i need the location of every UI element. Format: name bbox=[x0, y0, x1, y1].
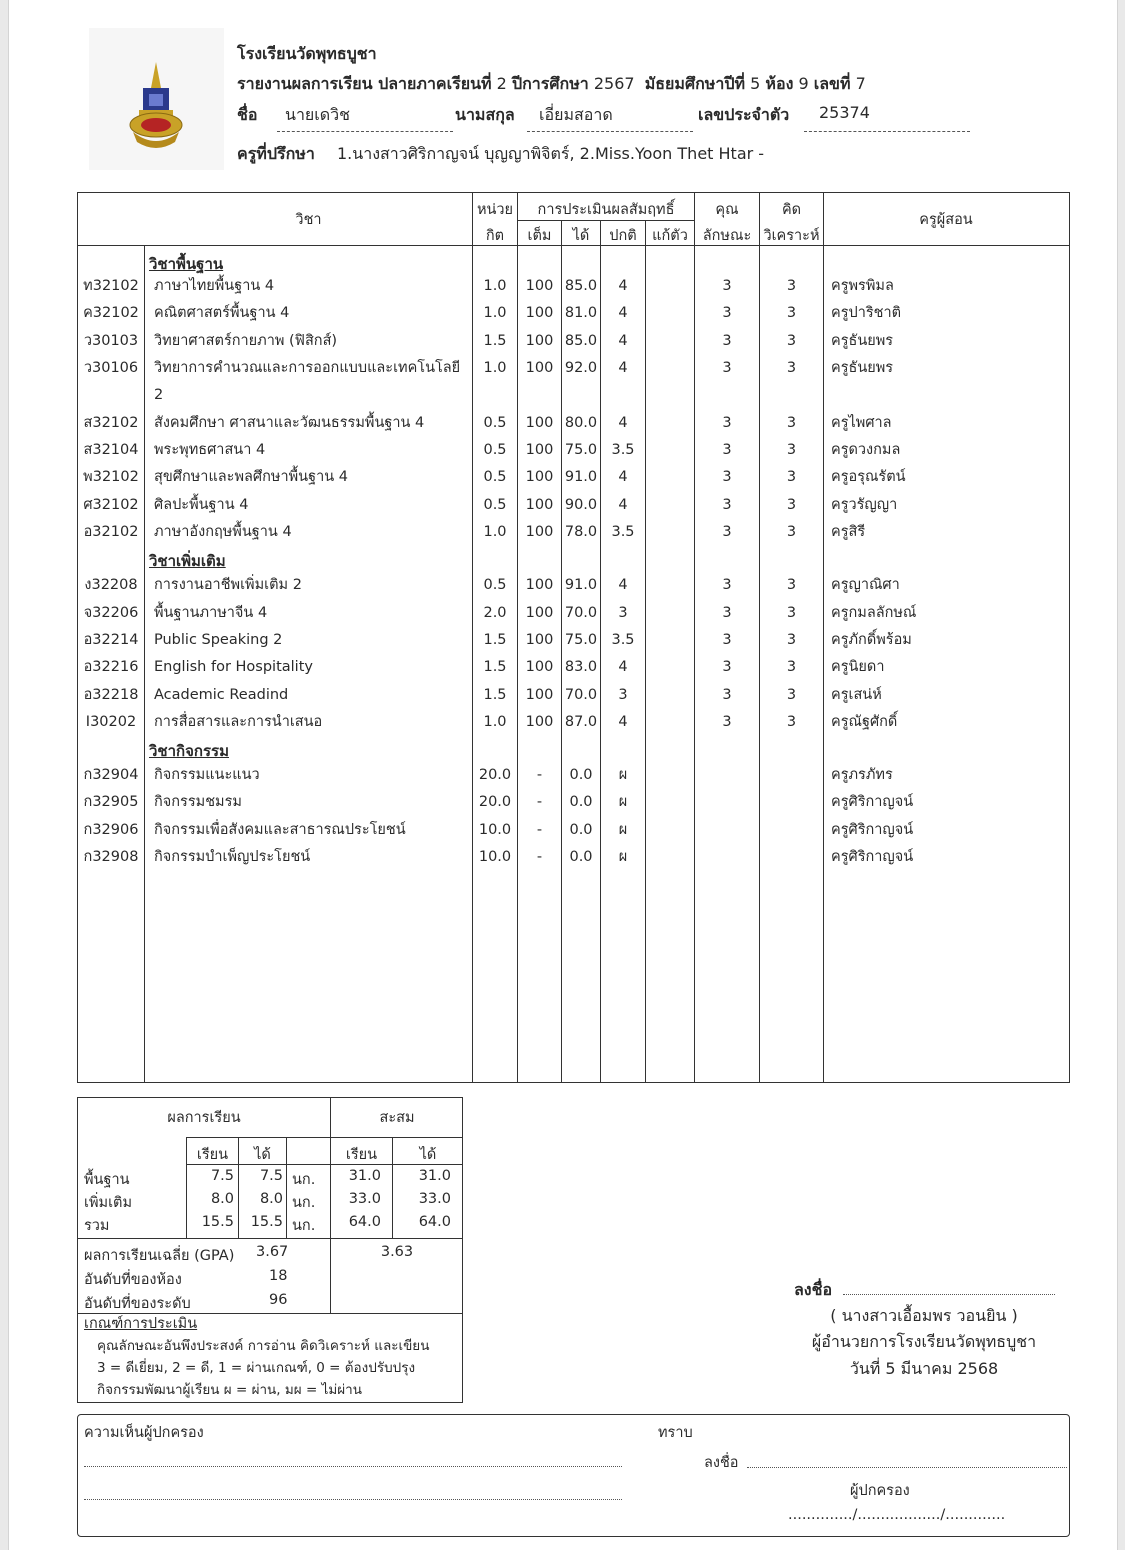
cell-got: 0.0 bbox=[569, 822, 593, 838]
cell-unit: 1.5 bbox=[483, 333, 507, 349]
room-label: ห้อง bbox=[765, 74, 794, 93]
cell-code: อ32214 bbox=[83, 632, 139, 648]
cell-teacher: ครูกมลลักษณ์ bbox=[831, 605, 917, 621]
header-subject: วิชา bbox=[295, 212, 322, 228]
cell-char: 3 bbox=[722, 605, 732, 621]
class-rank-value: 18 bbox=[269, 1268, 288, 1284]
summary-acc-learn: 31.0 bbox=[348, 1168, 381, 1184]
summary-got: 7.5 bbox=[259, 1168, 283, 1184]
header-think-2: วิเคราะห์ bbox=[763, 228, 820, 244]
cell-grade: 3.5 bbox=[611, 442, 635, 458]
cell-char: 3 bbox=[722, 333, 732, 349]
cell-subject: สังคมศึกษา ศาสนาและวัฒนธรรมพื้นฐาน 4 bbox=[154, 415, 425, 431]
cell-subject: คณิตศาสตร์พื้นฐาน 4 bbox=[154, 305, 290, 321]
cell-teacher: ครูศิริกาญจน์ bbox=[831, 822, 914, 838]
cell-code: I30202 bbox=[85, 714, 137, 730]
year-label: ปีการศึกษา bbox=[511, 74, 589, 93]
cell-grade: 4 bbox=[618, 360, 628, 376]
cell-full: 100 bbox=[525, 469, 554, 485]
cell-grade: 4 bbox=[618, 333, 628, 349]
summary-row-label: เพิ่มเติม bbox=[84, 1195, 133, 1211]
cell-got: 91.0 bbox=[564, 577, 598, 593]
cell-subject: ภาษาอังกฤษพื้นฐาน 4 bbox=[154, 524, 292, 540]
summary-acc-got: 64.0 bbox=[418, 1214, 451, 1230]
summary-accum-label: สะสม bbox=[379, 1110, 415, 1126]
cell-got: 78.0 bbox=[564, 524, 598, 540]
level-rank-value: 96 bbox=[269, 1292, 288, 1308]
cell-full: 100 bbox=[525, 577, 554, 593]
cell-full: 100 bbox=[525, 360, 554, 376]
cell-full: - bbox=[536, 767, 543, 783]
cell-full: 100 bbox=[525, 659, 554, 675]
col-divider-code bbox=[144, 245, 145, 1082]
cell-code: ศ32102 bbox=[83, 497, 139, 513]
header-got: ได้ bbox=[572, 228, 590, 244]
cell-grade: 4 bbox=[618, 278, 628, 294]
criteria-line-2: 3 = ดีเยี่ยม, 2 = ดี, 1 = ผ่านเกณฑ์, 0 = ต้องปรับปรุง bbox=[97, 1360, 416, 1376]
cell-think: 3 bbox=[786, 415, 797, 431]
cell-grade: ผ bbox=[618, 794, 628, 810]
cell-full: 100 bbox=[525, 714, 554, 730]
cell-subject: วิทยาศาสตร์กายภาพ (ฟิสิกส์) bbox=[154, 333, 338, 349]
student-name: นายเดวิช bbox=[285, 105, 350, 124]
student-id: 25374 bbox=[819, 103, 870, 122]
cell-unit: 1.5 bbox=[483, 659, 507, 675]
cell-subject: การสื่อสารและการนำเสนอ bbox=[154, 714, 323, 730]
cell-code: อ32218 bbox=[83, 687, 139, 703]
cell-subject-continued: 2 bbox=[154, 387, 164, 403]
grade-label: มัธยมศึกษาปีที่ bbox=[644, 74, 746, 93]
summary-unit: นก. bbox=[292, 1172, 316, 1188]
cell-think: 3 bbox=[786, 659, 797, 675]
summary-got-header: ได้ bbox=[254, 1147, 271, 1163]
cell-unit: 1.5 bbox=[483, 687, 507, 703]
cell-unit: 1.0 bbox=[483, 714, 507, 730]
cell-subject: วิทยาการคำนวณและการออกแบบและเทคโนโลยี bbox=[154, 360, 461, 376]
summary-acc-got: 31.0 bbox=[418, 1168, 451, 1184]
gpa-value: 3.67 bbox=[256, 1244, 289, 1260]
cell-code: ก32905 bbox=[83, 794, 139, 810]
cell-code: ค32102 bbox=[83, 305, 139, 321]
cell-got: 0.0 bbox=[569, 849, 593, 865]
cell-teacher: ครูธันยพร bbox=[831, 333, 894, 349]
cell-got: 83.0 bbox=[564, 659, 598, 675]
school-name: โรงเรียนวัดพุทธบูชา bbox=[237, 44, 377, 63]
summary-learn: 7.5 bbox=[210, 1168, 234, 1184]
header-char-1: คุณ bbox=[715, 202, 739, 218]
cell-think: 3 bbox=[786, 687, 797, 703]
cell-char: 3 bbox=[722, 687, 732, 703]
summary-learn: 8.0 bbox=[210, 1191, 234, 1207]
cell-char: 3 bbox=[722, 497, 732, 513]
cell-think: 3 bbox=[786, 524, 797, 540]
cell-grade: 3 bbox=[618, 605, 628, 621]
parent-comment-line-2[interactable] bbox=[84, 1499, 622, 1500]
cell-think: 3 bbox=[786, 605, 797, 621]
cell-grade: 4 bbox=[618, 577, 628, 593]
cell-teacher: ครูสิรี bbox=[831, 524, 866, 540]
gpa-accum-value: 3.63 bbox=[380, 1244, 414, 1260]
cell-char: 3 bbox=[722, 632, 732, 648]
cell-unit: 0.5 bbox=[483, 442, 507, 458]
cell-full: 100 bbox=[525, 442, 554, 458]
cell-got: 92.0 bbox=[564, 360, 598, 376]
cell-unit: 1.0 bbox=[483, 360, 507, 376]
cell-char: 3 bbox=[722, 659, 732, 675]
header-unit-2: กิต bbox=[485, 228, 505, 244]
surname-underline bbox=[527, 131, 693, 132]
cell-subject: English for Hospitality bbox=[154, 659, 313, 675]
section-title-activity: วิชากิจกรรม bbox=[149, 742, 229, 760]
gpa-label: ผลการเรียนเฉลี่ย (GPA) bbox=[84, 1248, 235, 1264]
header-assessment: การประเมินผลสัมฤทธิ์ bbox=[537, 202, 675, 218]
cell-full: - bbox=[536, 849, 543, 865]
cell-teacher: ครูอรุณรัตน์ bbox=[831, 469, 906, 485]
grade-value: 5 bbox=[750, 74, 761, 93]
cell-unit: 1.0 bbox=[483, 278, 507, 294]
cell-think: 3 bbox=[786, 305, 797, 321]
cell-teacher: ครูณัฐศักดิ์ bbox=[831, 714, 898, 730]
parent-sign-line[interactable] bbox=[747, 1467, 1067, 1468]
cell-grade: 4 bbox=[618, 305, 628, 321]
criteria-line-3: กิจกรรมพัฒนาผู้เรียน ผ = ผ่าน, มผ = ไม่ผ่าน bbox=[97, 1382, 362, 1398]
cell-grade: ผ bbox=[618, 767, 628, 783]
cell-think: 3 bbox=[786, 632, 797, 648]
cell-got: 0.0 bbox=[569, 794, 593, 810]
summary-acc-learn: 33.0 bbox=[348, 1191, 381, 1207]
cell-think: 3 bbox=[786, 577, 797, 593]
cell-char: 3 bbox=[722, 469, 732, 485]
cell-subject: กิจกรรมชมรม bbox=[154, 794, 242, 810]
cell-char: 3 bbox=[722, 714, 732, 730]
summary-gpa-line bbox=[77, 1238, 463, 1239]
summary-got: 8.0 bbox=[259, 1191, 283, 1207]
summary-unit: นก. bbox=[292, 1218, 316, 1234]
cell-unit: 1.0 bbox=[483, 305, 507, 321]
cell-code: จ32206 bbox=[83, 605, 139, 621]
school-emblem-icon bbox=[89, 28, 224, 170]
cell-char: 3 bbox=[722, 360, 732, 376]
cell-subject: สุขศึกษาและพลศึกษาพื้นฐาน 4 bbox=[154, 469, 348, 485]
report-page bbox=[8, 0, 1118, 1550]
cell-grade: ผ bbox=[618, 822, 628, 838]
cell-think: 3 bbox=[786, 714, 797, 730]
cell-think: 3 bbox=[786, 333, 797, 349]
name-underline bbox=[277, 131, 453, 132]
cell-subject: การงานอาชีพเพิ่มเติม 2 bbox=[154, 577, 302, 593]
summary-header-line bbox=[186, 1137, 463, 1138]
report-prefix: รายงานผลการเรียน ปลายภาคเรียนที่ bbox=[237, 74, 492, 93]
section-title-basic: วิชาพื้นฐาน bbox=[149, 255, 224, 273]
summary-learn-header: เรียน bbox=[196, 1147, 229, 1163]
cell-teacher: ครูภักดิ์พร้อม bbox=[831, 632, 912, 648]
cell-got: 85.0 bbox=[564, 333, 598, 349]
cell-unit: 1.5 bbox=[483, 632, 507, 648]
header-unit-1: หน่วย bbox=[476, 202, 514, 218]
summary-acc-got-header: ได้ bbox=[419, 1147, 437, 1163]
parent-sign-label: ลงชื่อ bbox=[704, 1455, 739, 1471]
advisor-label: ครูที่ปรึกษา bbox=[237, 144, 315, 163]
summary-col-divider-3 bbox=[286, 1137, 287, 1238]
cell-code: ง32208 bbox=[84, 577, 138, 593]
parent-comment-line-1[interactable] bbox=[84, 1466, 622, 1467]
cell-grade: 3.5 bbox=[611, 632, 635, 648]
cell-full: 100 bbox=[525, 632, 554, 648]
cell-full: 100 bbox=[525, 278, 554, 294]
summary-got: 15.5 bbox=[250, 1214, 283, 1230]
cell-code: อ32102 bbox=[83, 524, 139, 540]
cell-teacher: ครูเสน่ห์ bbox=[831, 687, 882, 703]
cell-got: 87.0 bbox=[564, 714, 598, 730]
cell-subject: Academic Readind bbox=[154, 687, 289, 703]
cell-code: ว30103 bbox=[83, 333, 139, 349]
cell-think: 3 bbox=[786, 360, 797, 376]
cell-got: 81.0 bbox=[564, 305, 598, 321]
cell-subject: ศิลปะพื้นฐาน 4 bbox=[154, 497, 249, 513]
surname-label: นามสกุล bbox=[455, 105, 515, 124]
cell-code: ก32906 bbox=[83, 822, 139, 838]
cell-think: 3 bbox=[786, 497, 797, 513]
cell-teacher: ครูศิริกาญจน์ bbox=[831, 849, 914, 865]
summary-row-label: รวม bbox=[84, 1218, 110, 1234]
cell-full: 100 bbox=[525, 687, 554, 703]
cell-unit: 2.0 bbox=[483, 605, 507, 621]
cell-unit: 20.0 bbox=[478, 767, 512, 783]
cell-full: - bbox=[536, 794, 543, 810]
cell-teacher: ครูไพศาล bbox=[831, 415, 892, 431]
cell-full: - bbox=[536, 822, 543, 838]
cell-subject: กิจกรรมแนะแนว bbox=[154, 767, 260, 783]
term-value: 2 bbox=[496, 74, 507, 93]
cell-char: 3 bbox=[722, 278, 732, 294]
school-logo bbox=[89, 28, 224, 170]
level-rank-label: อันดับที่ของระดับ bbox=[84, 1296, 191, 1312]
summary-learn: 15.5 bbox=[201, 1214, 234, 1230]
cell-grade: 4 bbox=[618, 415, 628, 431]
cell-teacher: ครูปาริชาติ bbox=[831, 305, 902, 321]
class-rank-label: อันดับที่ของห้อง bbox=[84, 1272, 182, 1288]
cell-grade: ผ bbox=[618, 849, 628, 865]
cell-got: 91.0 bbox=[564, 469, 598, 485]
cell-code: พ32102 bbox=[83, 469, 139, 485]
cell-grade: 3.5 bbox=[611, 524, 635, 540]
header-char-2: ลักษณะ bbox=[702, 228, 752, 244]
cell-got: 70.0 bbox=[564, 605, 598, 621]
cell-full: 100 bbox=[525, 605, 554, 621]
parent-date-blank[interactable]: ............../................../............. bbox=[788, 1507, 1006, 1523]
student-surname: เอี่ยมสอาด bbox=[539, 105, 613, 124]
cell-char: 3 bbox=[722, 415, 732, 431]
summary-acc-learn: 64.0 bbox=[348, 1214, 381, 1230]
cell-unit: 10.0 bbox=[478, 822, 512, 838]
cell-got: 75.0 bbox=[564, 632, 598, 648]
criteria-title: เกณฑ์การประเมิน bbox=[84, 1316, 198, 1332]
year-value: 2567 bbox=[593, 74, 635, 93]
parent-ack-label: ทราบ bbox=[658, 1425, 693, 1441]
cell-got: 85.0 bbox=[564, 278, 598, 294]
parent-role: ผู้ปกครอง bbox=[850, 1483, 910, 1499]
name-label: ชื่อ bbox=[237, 105, 258, 124]
cell-full: 100 bbox=[525, 524, 554, 540]
cell-subject: พระพุทธศาสนา 4 bbox=[154, 442, 266, 458]
cell-teacher: ครูศิริกาญจน์ bbox=[831, 794, 914, 810]
summary-acc-learn-header: เรียน bbox=[345, 1147, 378, 1163]
id-label: เลขประจำตัว bbox=[698, 105, 790, 124]
cell-code: ว30106 bbox=[83, 360, 139, 376]
parent-comment-label: ความเห็นผู้ปกครอง bbox=[84, 1425, 204, 1441]
cell-char: 3 bbox=[722, 524, 732, 540]
cell-char: 3 bbox=[722, 577, 732, 593]
cell-think: 3 bbox=[786, 442, 797, 458]
cell-teacher: ครูวรัญญา bbox=[831, 497, 898, 513]
cell-code: ส32104 bbox=[83, 442, 139, 458]
cell-teacher: ครูพรพิมล bbox=[831, 278, 894, 294]
col-divider-normal bbox=[645, 220, 646, 1082]
cell-got: 0.0 bbox=[569, 767, 593, 783]
cell-unit: 10.0 bbox=[478, 849, 512, 865]
cell-full: 100 bbox=[525, 497, 554, 513]
summary-unit: นก. bbox=[292, 1195, 316, 1211]
director-sign-date: วันที่ 5 มีนาคม 2568 bbox=[849, 1359, 999, 1378]
criteria-line-1: คุณลักษณะอันพึงประสงค์ การอ่าน คิดวิเคราะห์ และเขียน bbox=[97, 1338, 430, 1354]
cell-got: 70.0 bbox=[564, 687, 598, 703]
cell-subject: ภาษาไทยพื้นฐาน 4 bbox=[154, 278, 275, 294]
cell-unit: 0.5 bbox=[483, 497, 507, 513]
report-title bbox=[237, 72, 866, 97]
summary-row-label: พื้นฐาน bbox=[84, 1172, 130, 1188]
cell-subject: กิจกรรมบำเพ็ญประโยชน์ bbox=[154, 849, 311, 865]
cell-code: ก32904 bbox=[83, 767, 139, 783]
cell-grade: 4 bbox=[618, 469, 628, 485]
cell-grade: 4 bbox=[618, 659, 628, 675]
header-think-1: คิด bbox=[781, 202, 802, 218]
cell-got: 80.0 bbox=[564, 415, 598, 431]
cell-unit: 0.5 bbox=[483, 469, 507, 485]
cell-teacher: ครูญาณิศา bbox=[831, 577, 900, 593]
cell-teacher: ครูธันยพร bbox=[831, 360, 894, 376]
col-divider-think bbox=[823, 192, 824, 1082]
cell-subject: Public Speaking 2 bbox=[154, 632, 283, 648]
cell-full: 100 bbox=[525, 305, 554, 321]
cell-code: ส32102 bbox=[83, 415, 139, 431]
cell-code: ท32102 bbox=[83, 278, 139, 294]
cell-teacher: ครูดวงกมล bbox=[831, 442, 901, 458]
room-value: 9 bbox=[798, 74, 809, 93]
cell-full: 100 bbox=[525, 415, 554, 431]
cell-unit: 1.0 bbox=[483, 524, 507, 540]
cell-teacher: ครูภรภัทร bbox=[831, 767, 893, 783]
cell-code: อ32216 bbox=[83, 659, 139, 675]
cell-grade: 3 bbox=[618, 687, 628, 703]
header-normal: ปกติ bbox=[609, 228, 637, 244]
cell-think: 3 bbox=[786, 278, 797, 294]
cell-grade: 4 bbox=[618, 497, 628, 513]
cell-char: 3 bbox=[722, 305, 732, 321]
director-position: ผู้อำนวยการโรงเรียนวัดพุทธบูชา bbox=[811, 1332, 1037, 1351]
director-sign-label: ลงชื่อ bbox=[794, 1280, 833, 1299]
header-teacher: ครูผู้สอน bbox=[919, 212, 973, 228]
cell-unit: 0.5 bbox=[483, 415, 507, 431]
cell-grade: 4 bbox=[618, 714, 628, 730]
cell-subject: พื้นฐานภาษาจีน 4 bbox=[154, 605, 268, 621]
header-retest: แก้ตัว bbox=[652, 228, 688, 244]
cell-got: 90.0 bbox=[564, 497, 598, 513]
id-underline bbox=[804, 131, 970, 132]
advisor-names: 1.นางสาวศิริกาญจน์ บุญญาพิจิตร์, 2.Miss.Yoon Thet Htar - bbox=[337, 144, 765, 163]
section-title-additional: วิชาเพิ่มเติม bbox=[149, 552, 226, 570]
summary-acc-got: 33.0 bbox=[418, 1191, 451, 1207]
director-sign-line bbox=[843, 1294, 1055, 1295]
cell-got: 75.0 bbox=[564, 442, 598, 458]
cell-code: ก32908 bbox=[83, 849, 139, 865]
cell-subject: กิจกรรมเพื่อสังคมและสาธารณประโยชน์ bbox=[154, 822, 406, 838]
cell-teacher: ครูนิยดา bbox=[831, 659, 885, 675]
cell-think: 3 bbox=[786, 469, 797, 485]
no-value: 7 bbox=[855, 74, 866, 93]
cell-unit: 0.5 bbox=[483, 577, 507, 593]
no-label: เลขที่ bbox=[813, 74, 851, 93]
cell-full: 100 bbox=[525, 333, 554, 349]
cell-unit: 20.0 bbox=[478, 794, 512, 810]
director-name: ( นางสาวเอื้อมพร วอนยิน ) bbox=[830, 1306, 1018, 1325]
header-full: เต็ม bbox=[527, 228, 552, 244]
summary-result-label: ผลการเรียน bbox=[167, 1110, 241, 1126]
cell-char: 3 bbox=[722, 442, 732, 458]
